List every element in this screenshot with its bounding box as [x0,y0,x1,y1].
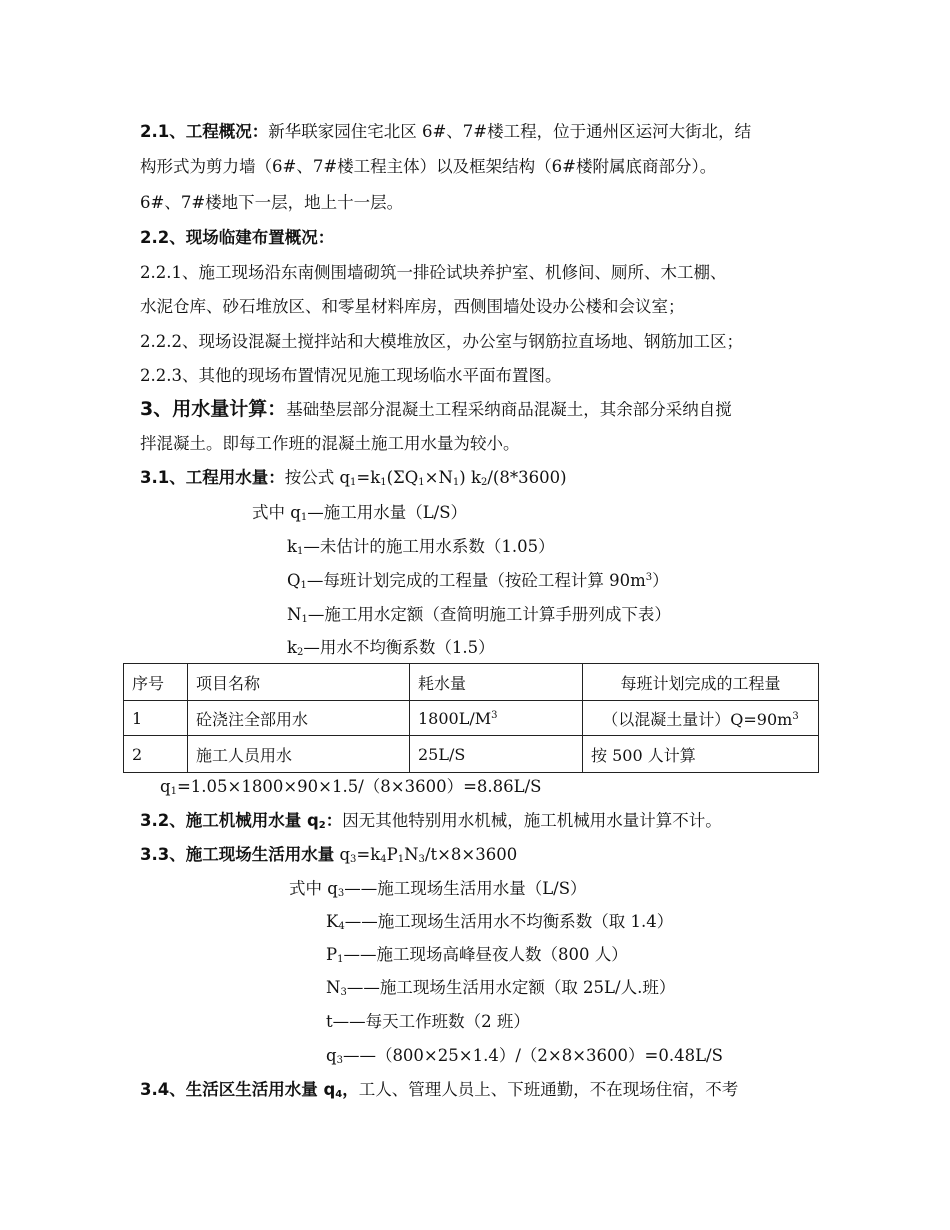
item-2-2-2: 2.2.2、现场设混凝土搅拌站和大模堆放区，办公室与钢筋拉直场地、钢筋加工区； [140,332,743,351]
where-t: t——每天工作班数（2 班） [326,1012,530,1031]
item-2-2-1-line-1: 2.2.1、施工现场沿东南侧围墙砌筑一排砼试块养护室、机修间、厕所、木工棚、 [140,263,727,282]
result-q1: $q_1=1.05\times 1800\times 90\times 1.5/(8\times 3600)=8.86L/S$ [160,777,542,797]
section-3-2-heading: 3.2、施工机械用水量 $q_2$： [140,811,343,831]
where-P1: $P_1——$施工现场高峰昼夜人数（800 人） [326,945,628,965]
where-K4: $K_4——$施工现场生活用水不均衡系数（取 1.4） [326,912,674,932]
section-3-heading: 3、用水量计算： [140,398,287,420]
section-2-2-heading: 2.2、现场临建布置概况： [140,228,335,247]
table-cell: 按 500 人计算 [583,736,819,773]
table-row [124,701,819,736]
section-2-1-heading: 2.1、工程概况： [140,122,269,141]
where-q1: 式中 $q_1—$施工用水量（L/S） [252,503,468,523]
section-3-4-heading: 3.4、生活区生活用水量 $q_4$， [140,1080,359,1100]
table-cell: 25L/S [410,736,583,773]
table-cell: 2 [124,736,188,773]
section-3-line-1 [140,398,732,421]
section-2-1-line-1 [140,121,751,143]
section-2-1-line-3: 6#、7#楼地下一层，地上十一层。 [140,193,404,212]
section-3-1-line [140,467,567,489]
where-N1: $N_1—$施工用水定额（查简明施工计算手册列成下表） [287,605,671,625]
where-N3: $N_3——$施工现场生活用水定额（取 25L/人.班） [326,978,676,998]
section-3-1-heading: 3.1、工程用水量： [140,468,285,487]
section-2-1-text: 新华联家园住宅北区 6#、7#楼工程，位于通州区运河大街北，结 [268,122,752,141]
header-cell: 项目名称 [188,664,410,701]
table-header-row [124,664,819,701]
water-usage-table [123,663,819,773]
where-Q1: $Q_1—$每班计划完成的工程量（按砼工程计算 $90m^3$） [287,571,669,591]
table-cell: （以混凝土量计）$Q=90m^3$ [583,701,819,736]
where-k2: $k_2—$用水不均衡系数（1.5） [287,638,495,658]
table-row [124,736,819,773]
section-3-4-text: 工人、管理人员上、下班通勤，不在现场住宿，不考 [358,1080,739,1099]
section-3-3-heading: 3.3、施工现场生活用水量 [140,845,335,864]
header-cell: 耗水量 [410,664,583,701]
table-cell: 1 [124,701,188,736]
section-3-2-text: 因无其他特别用水机械，施工机械用水量计算不计。 [342,811,722,830]
header-cell: 序号 [124,664,188,701]
section-3-2-line [140,810,722,832]
header-cell: 每班计划完成的工程量 [583,664,819,701]
section-3-3-line [140,844,517,866]
section-3-text: 基础垫层部分混凝土工程采纳商品混凝土，其余部分采纳自搅 [286,400,732,419]
section-3-line-2: 拌混凝土。即每工作班的混凝土施工用水量为较小。 [140,434,520,453]
item-2-2-1-line-2: 水泥仓库、砂石堆放区、和零星材料库房，西侧围墙处设办公楼和会议室； [140,297,685,316]
table-cell: $1800L/M^3$ [410,701,583,736]
section-3-4-line [140,1079,738,1101]
where-k1: $k_1—$未估计的施工用水系数（1.05） [287,537,555,557]
table-cell: 砼浇注全部用水 [188,701,410,736]
result-q3: $q_3——(800\times 25\times 1.4)/(2\times 8\times 3600)=0.48L/S$ [326,1046,723,1066]
item-2-2-3: 2.2.3、其他的现场布置情况见施工现场临水平面布置图。 [140,366,562,385]
formula-q1: 按公式 $q_1=k_1(\Sigma Q_1\times N_1)$ $k_2/(8*3600)$ [284,468,567,488]
where-q3: 式中 $q_3——$施工现场生活用水量（L/S） [289,879,587,899]
table-cell: 施工人员用水 [188,736,410,773]
section-2-1-line-2: 构形式为剪力墙（6#、7#楼工程主体）以及框架结构（6#楼附属底商部分）。 [140,157,717,176]
formula-q3: $q_3=k_4P_1N_3/t\times 8\times 3600$ [334,845,518,865]
